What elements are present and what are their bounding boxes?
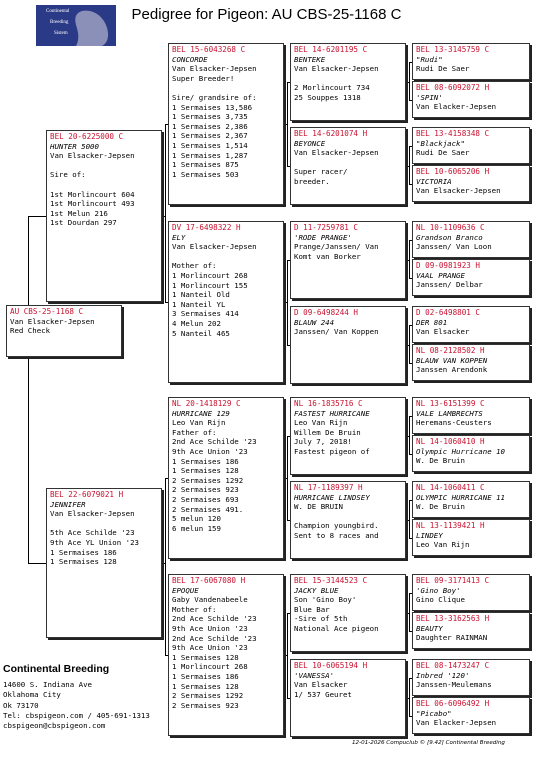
- card-line: 1 Sermaises 128: [172, 681, 239, 691]
- pigeon-name: Grandson Branco: [416, 232, 483, 242]
- pigeon-card-gen4[interactable]: [412, 43, 530, 80]
- card-line: 9th Ace Union '23: [172, 623, 248, 633]
- pigeon-card-gen4[interactable]: [412, 435, 530, 472]
- connector-line: [409, 325, 410, 363]
- pigeon-card-gen4[interactable]: [412, 481, 530, 518]
- card-line: 5 Nanteil 465: [172, 328, 230, 338]
- card-line: Janssen/ Van Loon: [416, 242, 492, 252]
- card-line: Red Check: [10, 326, 51, 336]
- connector-line: [409, 62, 410, 100]
- pigeon-card-gen4[interactable]: [412, 697, 530, 734]
- card-line: [50, 180, 158, 190]
- card-line: 1st Morlincourt 493: [50, 199, 135, 209]
- ring-number: D 09-0981923 H: [416, 261, 481, 270]
- ring-number: BEL 14-6201074 H: [294, 129, 368, 138]
- card-line: 1/ 537 Geuret: [294, 689, 352, 699]
- pigeon-card-gen4[interactable]: [412, 397, 530, 434]
- card-line: Janssen/ Van Koppen: [294, 327, 379, 337]
- card-line: Van Elsacker-Jepsen: [172, 242, 257, 252]
- ring-number: NL 17-1189397 H: [294, 483, 363, 492]
- card-line: Van Elsacker-Jepsen: [294, 64, 379, 74]
- ring-number: NL 08-2128502 H: [416, 346, 485, 355]
- logo-word-2: Breeding: [50, 20, 69, 25]
- pigeon-name: BLAUW VAN KOPPEN: [416, 355, 488, 365]
- ring-number: DV 17-6498322 H: [172, 223, 241, 232]
- card-line: W. DE BRUIN: [294, 502, 343, 512]
- ring-number: D 09-6498244 H: [294, 308, 359, 317]
- card-line: [50, 519, 158, 529]
- card-line: 1 Morlincourt 155: [172, 280, 248, 290]
- card-line: Van Elsacker-Jepsen: [50, 151, 135, 161]
- footer-line: cbspigeon@cbspigeon.com: [3, 721, 106, 731]
- pigeon-name: BLAUW 244: [294, 317, 335, 327]
- card-line: 1 Sermaises 128: [50, 557, 117, 567]
- ring-number: BEL 10-6065206 H: [416, 167, 490, 176]
- card-line: 2 Morlincourt 734: [294, 83, 370, 93]
- pigeon-name: OLYMPIC HURRICANE 11: [416, 492, 505, 502]
- connector-line: [28, 216, 46, 217]
- pigeon-card-great-grandparent[interactable]: [290, 574, 406, 652]
- card-line: 2nd Ace Schilde '23: [172, 437, 257, 447]
- ring-number: BEL 13-3162563 H: [416, 614, 490, 623]
- pigeon-name: JACKY BLUE: [294, 585, 339, 595]
- connector-line: [409, 593, 410, 631]
- connector-line: [409, 240, 410, 278]
- card-line: 6 melun 159: [172, 523, 221, 533]
- card-line: Father of:: [172, 427, 217, 437]
- pigeon-card-gen4[interactable]: [412, 259, 530, 296]
- logo-word-3: Sistem: [54, 31, 68, 36]
- ring-number: NL 13-6151399 C: [416, 399, 485, 408]
- connector-line: [409, 416, 410, 454]
- card-line: -Sire of 5th: [294, 614, 348, 624]
- pigeon-name: 'VANESSA': [294, 670, 335, 680]
- pigeon-card-gen4[interactable]: [412, 344, 530, 381]
- card-line: Daughter RAINMAN: [416, 633, 488, 643]
- pigeon-name: "Picabo": [416, 708, 452, 718]
- pigeon-name: Inbred '120': [416, 670, 470, 680]
- card-line: Van Elsacker-Jepsen: [416, 186, 501, 196]
- pigeon-card-great-grandparent[interactable]: [290, 659, 406, 737]
- pigeon-card-gen4[interactable]: [412, 306, 530, 343]
- card-line: 1 Sermaises 186: [172, 456, 239, 466]
- pigeon-card-gen4[interactable]: [412, 165, 530, 202]
- card-line: 1 Sermaises 503: [172, 169, 239, 179]
- print-stamp: 12-01-2026 Compuclub © [9.42] Continental Breeding: [352, 740, 505, 746]
- card-line: [294, 74, 402, 84]
- pigeon-name: HURRICANE LINDSEY: [294, 492, 370, 502]
- card-line: 2 Sermaises 923: [172, 485, 239, 495]
- card-line: 1 Sermaises 186: [50, 547, 117, 557]
- connector-line: [287, 82, 288, 166]
- card-line: 1 Sermaises 186: [172, 671, 239, 681]
- pigeon-name: Olympic Hurricane 10: [416, 446, 505, 456]
- card-line: 1 Morlincourt 268: [172, 662, 248, 672]
- card-line: Super Breeder!: [172, 73, 235, 83]
- ring-number: BEL 13-3145759 C: [416, 45, 490, 54]
- card-line: 1st Morlincourt 604: [50, 189, 135, 199]
- logo-word-1: Continental: [46, 9, 70, 14]
- card-line: Janssen/ Delbar: [416, 280, 483, 290]
- connector-line: [28, 216, 29, 305]
- card-line: July 7, 2018!: [294, 437, 352, 447]
- pigeon-card-gen4[interactable]: [412, 127, 530, 164]
- pigeon-name: VAAL PRANGE: [416, 270, 465, 280]
- card-line: 1 Sermaises 875: [172, 160, 239, 170]
- pigeon-card-great-grandparent[interactable]: [290, 221, 406, 299]
- company-name: Continental Breeding: [3, 663, 110, 675]
- card-line: Van Elsacker: [416, 327, 470, 337]
- card-line: 9th Ace Union '23: [172, 446, 248, 456]
- ring-number: BEL 17-6067080 H: [172, 576, 246, 585]
- card-line: Van Elsacker-Jepsen: [50, 509, 135, 519]
- pigeon-card-gen4[interactable]: [412, 221, 530, 258]
- pigeon-card-grandparent[interactable]: [168, 221, 284, 383]
- ring-number: NL 13-1139421 H: [416, 521, 485, 530]
- connector-line: [165, 124, 166, 302]
- card-line: breeder.: [294, 176, 330, 186]
- card-line: 9th Ace YL Union '23: [50, 537, 139, 547]
- card-line: Janssen-Meulemans: [416, 680, 492, 690]
- pigeon-card-sire[interactable]: [46, 130, 162, 302]
- card-line: 2nd Ace Schilde '23: [172, 633, 257, 643]
- pigeon-card-grandparent[interactable]: [168, 397, 284, 559]
- pigeon-card-great-grandparent[interactable]: [290, 397, 406, 475]
- ring-number: D 02-6498801 C: [416, 308, 481, 317]
- card-line: [294, 512, 402, 522]
- card-line: 2 Sermaises 1292: [172, 475, 244, 485]
- card-line: [172, 83, 280, 93]
- pigeon-card-grandparent[interactable]: [168, 574, 284, 736]
- card-line: W. De Bruin: [416, 456, 465, 466]
- footer-line: 14600 S. Indiana Ave: [3, 680, 92, 690]
- card-line: 1 Sermaises 2,386: [172, 121, 248, 131]
- card-line: 2nd Ace Schilde '23: [172, 614, 257, 624]
- card-line: 1 Morlincourt 268: [172, 270, 248, 280]
- card-line: Komt van Borker: [294, 251, 361, 261]
- card-line: Van Elacker-Jepsen: [416, 102, 497, 112]
- card-line: Leo Van Rijn: [294, 418, 348, 428]
- ring-number: BEL 13-4158348 C: [416, 129, 490, 138]
- connector-line: [287, 613, 288, 698]
- connector-line: [28, 357, 29, 563]
- connector-line: [287, 260, 288, 345]
- ring-number: BEL 14-6201195 C: [294, 45, 368, 54]
- card-line: Sire/ grandsire of:: [172, 92, 257, 102]
- pigeon-card-gen4[interactable]: [412, 659, 530, 696]
- ring-number: NL 14-1060411 C: [416, 483, 485, 492]
- card-line: [294, 158, 402, 168]
- pigeon-name: BEAUTY: [416, 623, 443, 633]
- card-line: Willem De Bruin: [294, 427, 361, 437]
- pigeon-card-great-grandparent[interactable]: [290, 127, 406, 205]
- footer-line: Tel: cbspigeon.com / 405-691-1313: [3, 710, 150, 720]
- card-line: 25 Souppes 1318: [294, 92, 361, 102]
- card-line: Rudi De Saer: [416, 64, 470, 74]
- card-line: Prange/Janssen/ Van: [294, 242, 379, 252]
- card-line: 1 Sermaises 1,514: [172, 140, 248, 150]
- card-line: Van Elsacker-Jepsen: [10, 316, 95, 326]
- connector-line: [409, 678, 410, 716]
- ring-number: NL 10-1109636 C: [416, 223, 485, 232]
- ring-number: AU CBS-25-1168 C: [10, 307, 84, 316]
- card-line: Fastest pigeon of: [294, 446, 370, 456]
- card-line: 1st Melun 216: [50, 208, 108, 218]
- ring-number: BEL 22-6079021 H: [50, 490, 124, 499]
- ring-number: BEL 15-3144523 C: [294, 576, 368, 585]
- card-line: Mother of:: [172, 261, 217, 271]
- card-line: 9th Ace Union '23: [172, 643, 248, 653]
- pigeon-name: "Rudi": [416, 54, 443, 64]
- pigeon-card-subject[interactable]: [6, 305, 122, 357]
- company-logo: [36, 5, 116, 46]
- pigeon-name: EPOQUE: [172, 585, 199, 595]
- card-line: 1 Nanteil YL: [172, 299, 226, 309]
- ring-number: NL 14-1060410 H: [416, 437, 485, 446]
- connector-line: [165, 478, 166, 655]
- pigeon-card-gen4[interactable]: [412, 519, 530, 556]
- card-line: Heremans-Ceusters: [416, 418, 492, 428]
- card-line: Sent to 8 races and: [294, 530, 379, 540]
- ring-number: D 11-7259781 C: [294, 223, 359, 232]
- connector-line: [409, 146, 410, 184]
- card-line: W. De Bruin: [416, 502, 465, 512]
- page-title: Pedigree for Pigeon: AU CBS-25-1168 C: [131, 6, 402, 23]
- connector-line: [28, 563, 46, 564]
- pigeon-card-great-grandparent[interactable]: [290, 306, 406, 384]
- footer-line: Ok 73170: [3, 700, 39, 710]
- breeder-footer: [3, 664, 150, 731]
- card-line: 1 Sermaises 128: [172, 652, 239, 662]
- ring-number: BEL 06-6096492 H: [416, 699, 490, 708]
- card-line: Janssen Arendonk: [416, 365, 488, 375]
- ring-number: NL 16-1835716 C: [294, 399, 363, 408]
- card-line: 4 Melun 202: [172, 318, 221, 328]
- card-line: Gaby Vandenabeele: [172, 595, 248, 605]
- card-line: 2 Sermaises 693: [172, 494, 239, 504]
- card-line: 1 Sermaises 128: [172, 466, 239, 476]
- card-line: 3 Sermaises 414: [172, 309, 239, 319]
- ring-number: BEL 08-6092072 H: [416, 83, 490, 92]
- pigeon-name: 'Gino Boy': [416, 585, 461, 595]
- pigeon-name: VALE LAMBRECHTS: [416, 408, 483, 418]
- pigeon-name: BEYONCE: [294, 138, 326, 148]
- card-line: 1 Sermaises 2,367: [172, 131, 248, 141]
- pigeon-name: HUNTER 5000: [50, 141, 99, 151]
- ring-number: NL 20-1418129 C: [172, 399, 241, 408]
- ring-number: BEL 15-6043268 C: [172, 45, 246, 54]
- card-line: 2 Sermaises 1292: [172, 691, 244, 701]
- pigeon-name: FASTEST HURRICANE: [294, 408, 370, 418]
- card-line: 2 Sermaises 491.: [172, 504, 244, 514]
- card-line: Van Elsacker-Jepsen: [172, 64, 257, 74]
- card-line: 1 Nanteil Old: [172, 290, 230, 300]
- card-line: 5 melun 120: [172, 514, 221, 524]
- card-line: Sire of:: [50, 170, 86, 180]
- card-line: [50, 161, 158, 171]
- ring-number: BEL 09-3171413 C: [416, 576, 490, 585]
- pigeon-name: 'SPIN': [416, 92, 443, 102]
- pigeon-card-gen4[interactable]: [412, 81, 530, 118]
- pigeon-card-dam[interactable]: [46, 488, 162, 638]
- connector-line: [287, 436, 288, 520]
- pigeon-card-gen4[interactable]: [412, 574, 530, 611]
- pigeon-name: CONCORDE: [172, 54, 208, 64]
- card-line: Leo Van Rijn: [172, 418, 226, 428]
- pigeon-name: "Blackjack": [416, 138, 465, 148]
- card-line: Van Elsacker: [294, 680, 348, 690]
- card-line: Mother of:: [172, 604, 217, 614]
- ring-number: BEL 10-6065194 H: [294, 661, 368, 670]
- card-line: Super racer/: [294, 167, 348, 177]
- ring-number: BEL 20-6225000 C: [50, 132, 124, 141]
- pigeon-name: LINDEY: [416, 530, 443, 540]
- pigeon-name: JENNIFER: [50, 499, 86, 509]
- pigeon-card-great-grandparent[interactable]: [290, 481, 406, 559]
- card-line: Rudi De Saer: [416, 148, 470, 158]
- footer-line: Oklahoma City: [3, 690, 61, 700]
- pigeon-name: ELY: [172, 232, 186, 242]
- pigeon-name: DER 801: [416, 317, 448, 327]
- ring-number: BEL 08-1473247 C: [416, 661, 490, 670]
- pigeon-name: BENTEKE: [294, 54, 326, 64]
- card-line: 1 Sermaises 3,735: [172, 112, 248, 122]
- card-line: [172, 252, 280, 262]
- card-line: Blue Bar: [294, 604, 330, 614]
- card-line: Gino Clique: [416, 595, 465, 605]
- card-line: Champion youngbird.: [294, 521, 379, 531]
- card-line: 1 Sermaises 1,287: [172, 150, 248, 160]
- connector-line: [409, 500, 410, 538]
- card-line: Son 'Gino Boy': [294, 595, 357, 605]
- pigeon-name: HURRICANE 129: [172, 408, 230, 418]
- card-line: Van Elsacker-Jepsen: [294, 148, 379, 158]
- card-line: 5th Ace Schilde '23: [50, 528, 135, 538]
- card-line: 2 Sermaises 923: [172, 700, 239, 710]
- pigeon-card-grandparent[interactable]: [168, 43, 284, 205]
- card-line: 1st Dourdan 297: [50, 218, 117, 228]
- card-line: Van Elacker-Jepsen: [416, 718, 497, 728]
- pigeon-card-great-grandparent[interactable]: [290, 43, 406, 121]
- pigeon-card-gen4[interactable]: [412, 612, 530, 649]
- pigeon-name: 'RODE PRANGE': [294, 232, 352, 242]
- card-line: National Ace pigeon: [294, 623, 379, 633]
- pigeon-name: VICTORIA: [416, 176, 452, 186]
- card-line: Leo Van Rijn: [416, 540, 470, 550]
- card-line: 1 Sermaises 13,586: [172, 102, 253, 112]
